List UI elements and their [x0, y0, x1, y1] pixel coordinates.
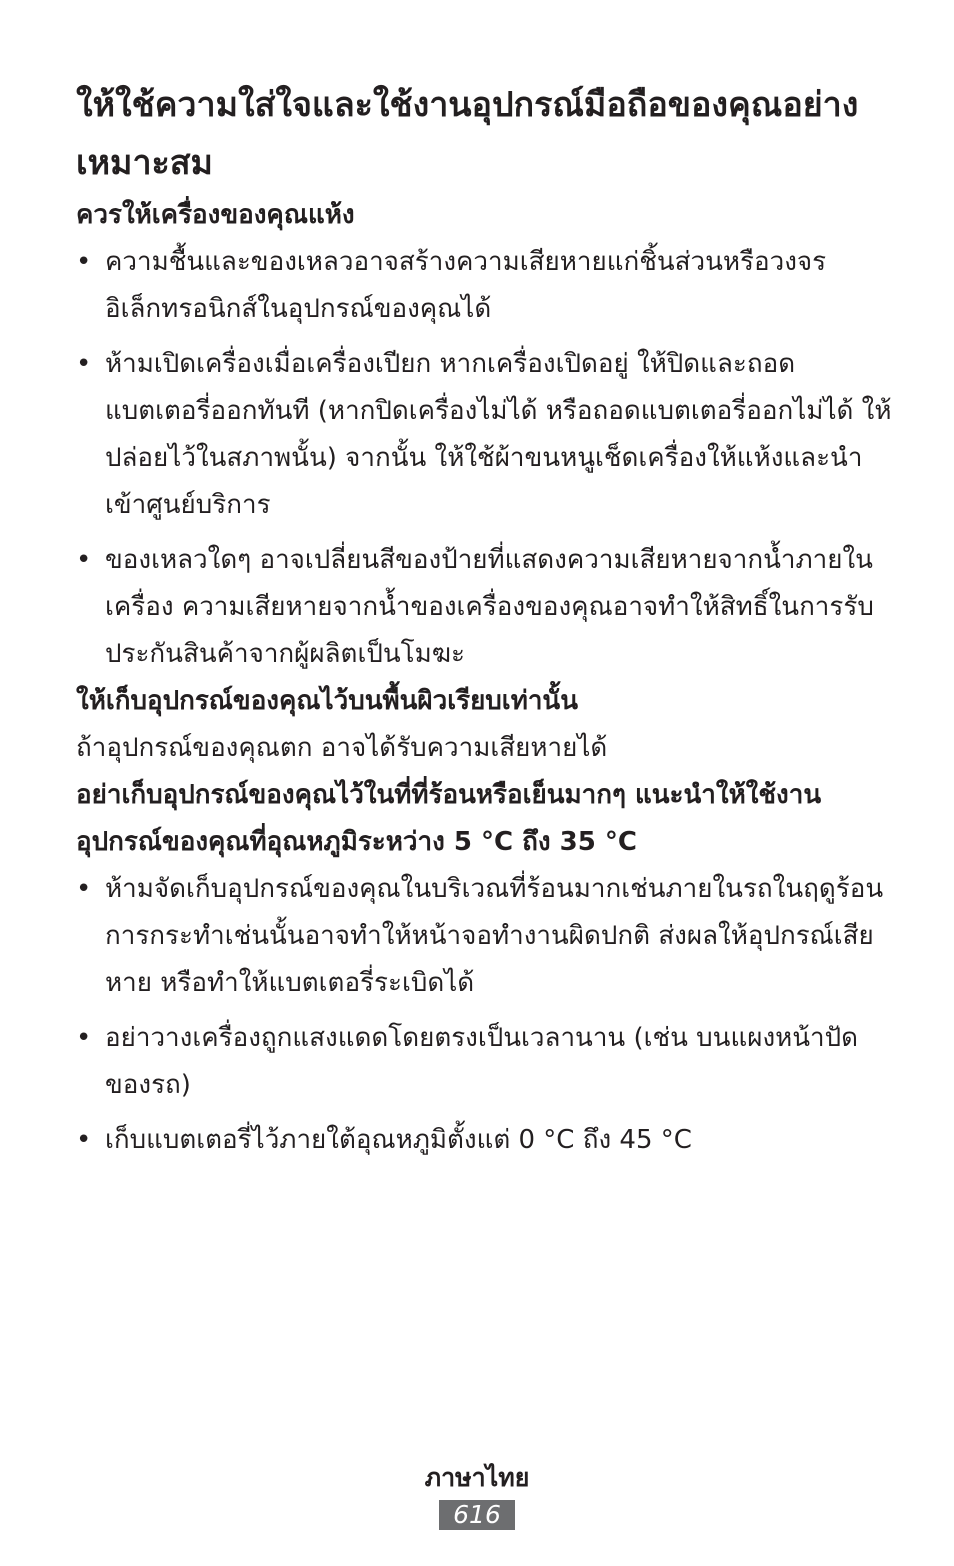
list-item	[76, 1117, 896, 1164]
bullet-icon: •	[76, 545, 92, 575]
list-item-text: ห้ามจัดเก็บอุปกรณ์ของคุณในบริเวณที่ร้อนมากเช่นภายในรถในฤดูร้อน การกระทำเช่นนั้นอาจทำให้หน้าจอทำงานผิดปกติ ส่งผลให้อุปกรณ์เสียหาย หรือทำให้แบตเตอรี่ระเบิดได้	[105, 874, 884, 998]
list-item	[76, 1015, 896, 1109]
bullet-icon: •	[76, 349, 92, 379]
section-heading-temperature: อย่าเก็บอุปกรณ์ของคุณไว้ในที่ที่ร้อนหรือเย็นมากๆ แนะนำให้ใช้งานอุปกรณ์ของคุณที่อุณหภูมิระหว่าง 5 °C ถึง 35 °C	[76, 780, 822, 857]
page-footer	[0, 1458, 954, 1530]
section-heading-keep-dry: ควรให้เครื่องของคุณแห้ง	[76, 200, 355, 230]
paragraph-flat-surface: ถ้าอุปกรณ์ของคุณตก อาจได้รับความเสียหายได้	[76, 733, 608, 763]
list-item	[76, 866, 896, 1007]
list-item-text: ของเหลวใดๆ อาจเปลี่ยนสีของป้ายที่แสดงความเสียหายจากน้ำภายในเครื่อง ความเสียหายจากน้ำของเครื่องของคุณอาจทำให้สิทธิ์ในการรับประกันสินค้าจากผู้ผลิตเป็นโมฆะ	[105, 545, 874, 669]
list-item-text: อย่าวางเครื่องถูกแสงแดดโดยตรงเป็นเวลานาน (เช่น บนแผงหน้าปัดของรถ)	[105, 1023, 859, 1100]
bullet-list-keep-dry	[76, 239, 896, 678]
bullet-icon: •	[76, 247, 92, 277]
list-item-text: ความชื้นและของเหลวอาจสร้างความเสียหายแก่ชิ้นส่วนหรือวงจรอิเล็กทรอนิกส์ในอุปกรณ์ของคุณได้	[105, 247, 827, 324]
list-item-text: ห้ามเปิดเครื่องเมื่อเครื่องเปียก หากเครื่องเปิดอยู่ ให้ปิดและถอดแบตเตอรี่ออกทันที (หากปิดเครื่องไม่ได้ หรือถอดแบตเตอรี่ออกไม่ได้ ให้ปล่อยไว้ในสภาพนั้น) จากนั้น ให้ใช้ผ้าขนหนูเช็ดเครื่องให้แห้งและนำเข้าศูนย์บริการ	[105, 349, 892, 520]
bullet-icon: •	[76, 1023, 92, 1053]
list-item-text: เก็บแบตเตอรี่ไว้ภายใต้อุณหภูมิตั้งแต่ 0 °C ถึง 45 °C	[105, 1125, 692, 1155]
footer-language-label: ภาษาไทย	[424, 1463, 530, 1492]
list-item	[76, 341, 896, 529]
list-item	[76, 239, 896, 333]
bullet-icon: •	[76, 1125, 92, 1155]
list-item	[76, 537, 896, 678]
section-heading-flat-surface: ให้เก็บอุปกรณ์ของคุณไว้บนพื้นผิวเรียบเท่านั้น	[76, 686, 578, 716]
page-title: ให้ใช้ความใส่ใจและใช้งานอุปกรณ์มือถือของคุณอย่างเหมาะสม	[76, 85, 859, 183]
bullet-list-temperature	[76, 866, 896, 1164]
page-number: 616	[439, 1500, 515, 1530]
page-content	[76, 76, 896, 1164]
bullet-icon: •	[76, 874, 92, 904]
